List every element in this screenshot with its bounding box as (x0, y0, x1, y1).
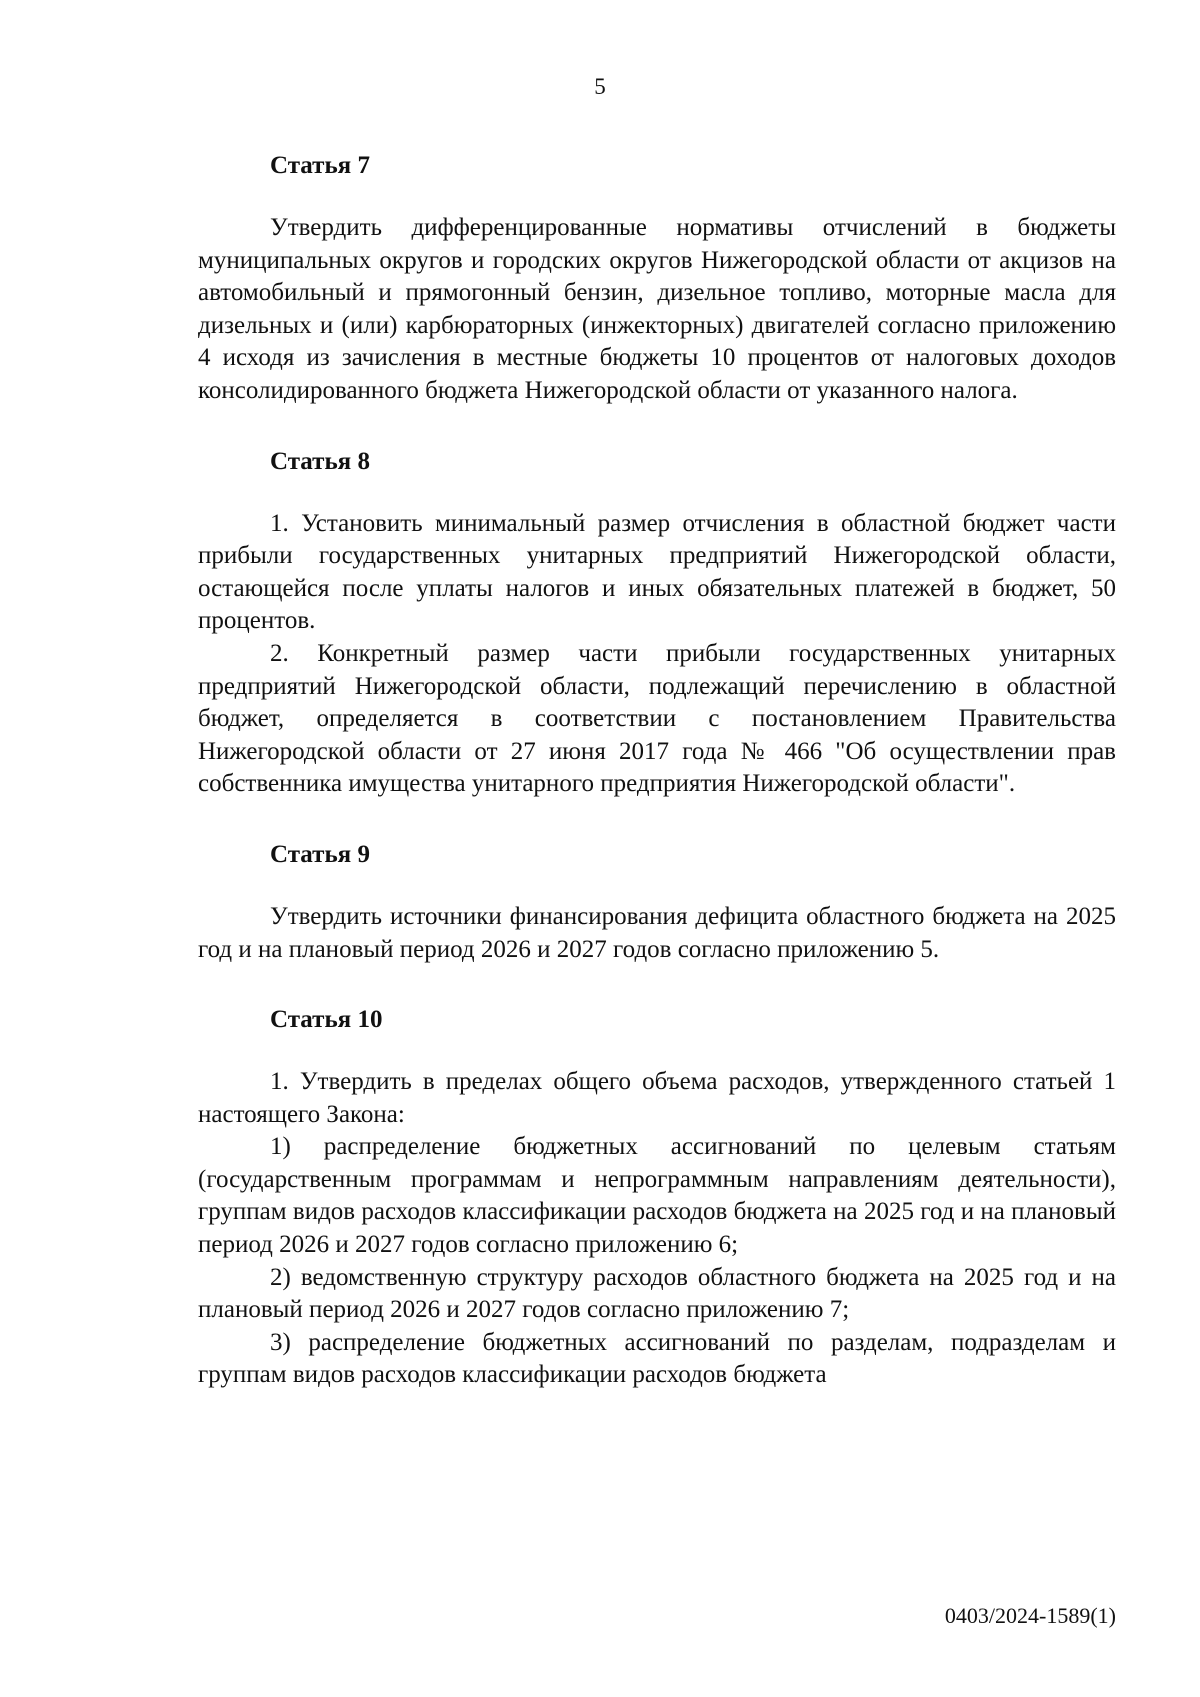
article-paragraph: Утвердить источники финансирования дефицита областного бюджета на 2025 год и на плановый период 2026 и 2027 годов согласно приложению 5. (198, 902, 1116, 963)
article-paragraph: 1. Установить минимальный размер отчисления в областной бюджет части прибыли государственных унитарных предприятий Нижегородской области, остающейся после уплаты налогов и иных обязательных платежей в бюджет, 50 процентов. (198, 509, 1116, 635)
article-heading: Статья 7 (270, 152, 370, 179)
article-8 (198, 446, 1116, 801)
list-item: 3) распределение бюджетных ассигнований по разделам, подразделам и группам видов расходов классификации расходов бюджета (198, 1328, 1116, 1389)
document-body (198, 150, 1116, 1392)
list-item: 1) распределение бюджетных ассигнований по целевым статьям (государственным программам и непрограммным направлениям деятельности), группам видов расходов классификации расходов бюджета на 2025 год и на плановый период 2026 и 2027 годов согласно приложению 6; (198, 1133, 1116, 1259)
article-heading: Статья 10 (270, 1006, 383, 1034)
article-heading: Статья 8 (270, 447, 370, 475)
list-item: 2) ведомственную структуру расходов областного бюджета на 2025 год и на плановый период 2026 и 2027 годов согласно приложению 7; (198, 1263, 1116, 1324)
article-heading: Статья 9 (270, 840, 370, 868)
article-9 (198, 839, 1116, 966)
document-id: 0403/2024-1589(1) (944, 1603, 1116, 1628)
page-number: 5 (594, 74, 606, 99)
article-paragraph: 1. Утвердить в пределах общего объема расходов, утвержденного статьей 1 настоящего Закона: (198, 1068, 1116, 1128)
article-paragraph: 2. Конкретный размер части прибыли государственных унитарных предприятий Нижегородской области, подлежащий перечислению в областной бюджет, определяется в соответствии с постановлением Правительства Нижегородской области от 27 июня 2017 года № 466 "Об осуществлении прав собственника имущества унитарного предприятия Нижегородской области". (198, 639, 1116, 798)
article-paragraph: Утвердить дифференцированные нормативы отчислений в бюджеты муниципальных округов и городских округов Нижегородской области от акцизов на автомобильный и прямогонный бензин, дизельное топливо, моторные масла для дизельных и (или) карбюраторных (инжекторных) двигателей согласно приложению 4 исходя из зачисления в местные бюджеты 10 процентов от налоговых доходов консолидированного бюджета Нижегородской области от указанного налога. (198, 214, 1116, 404)
article-10 (198, 1004, 1116, 1392)
article-7 (198, 150, 1116, 408)
